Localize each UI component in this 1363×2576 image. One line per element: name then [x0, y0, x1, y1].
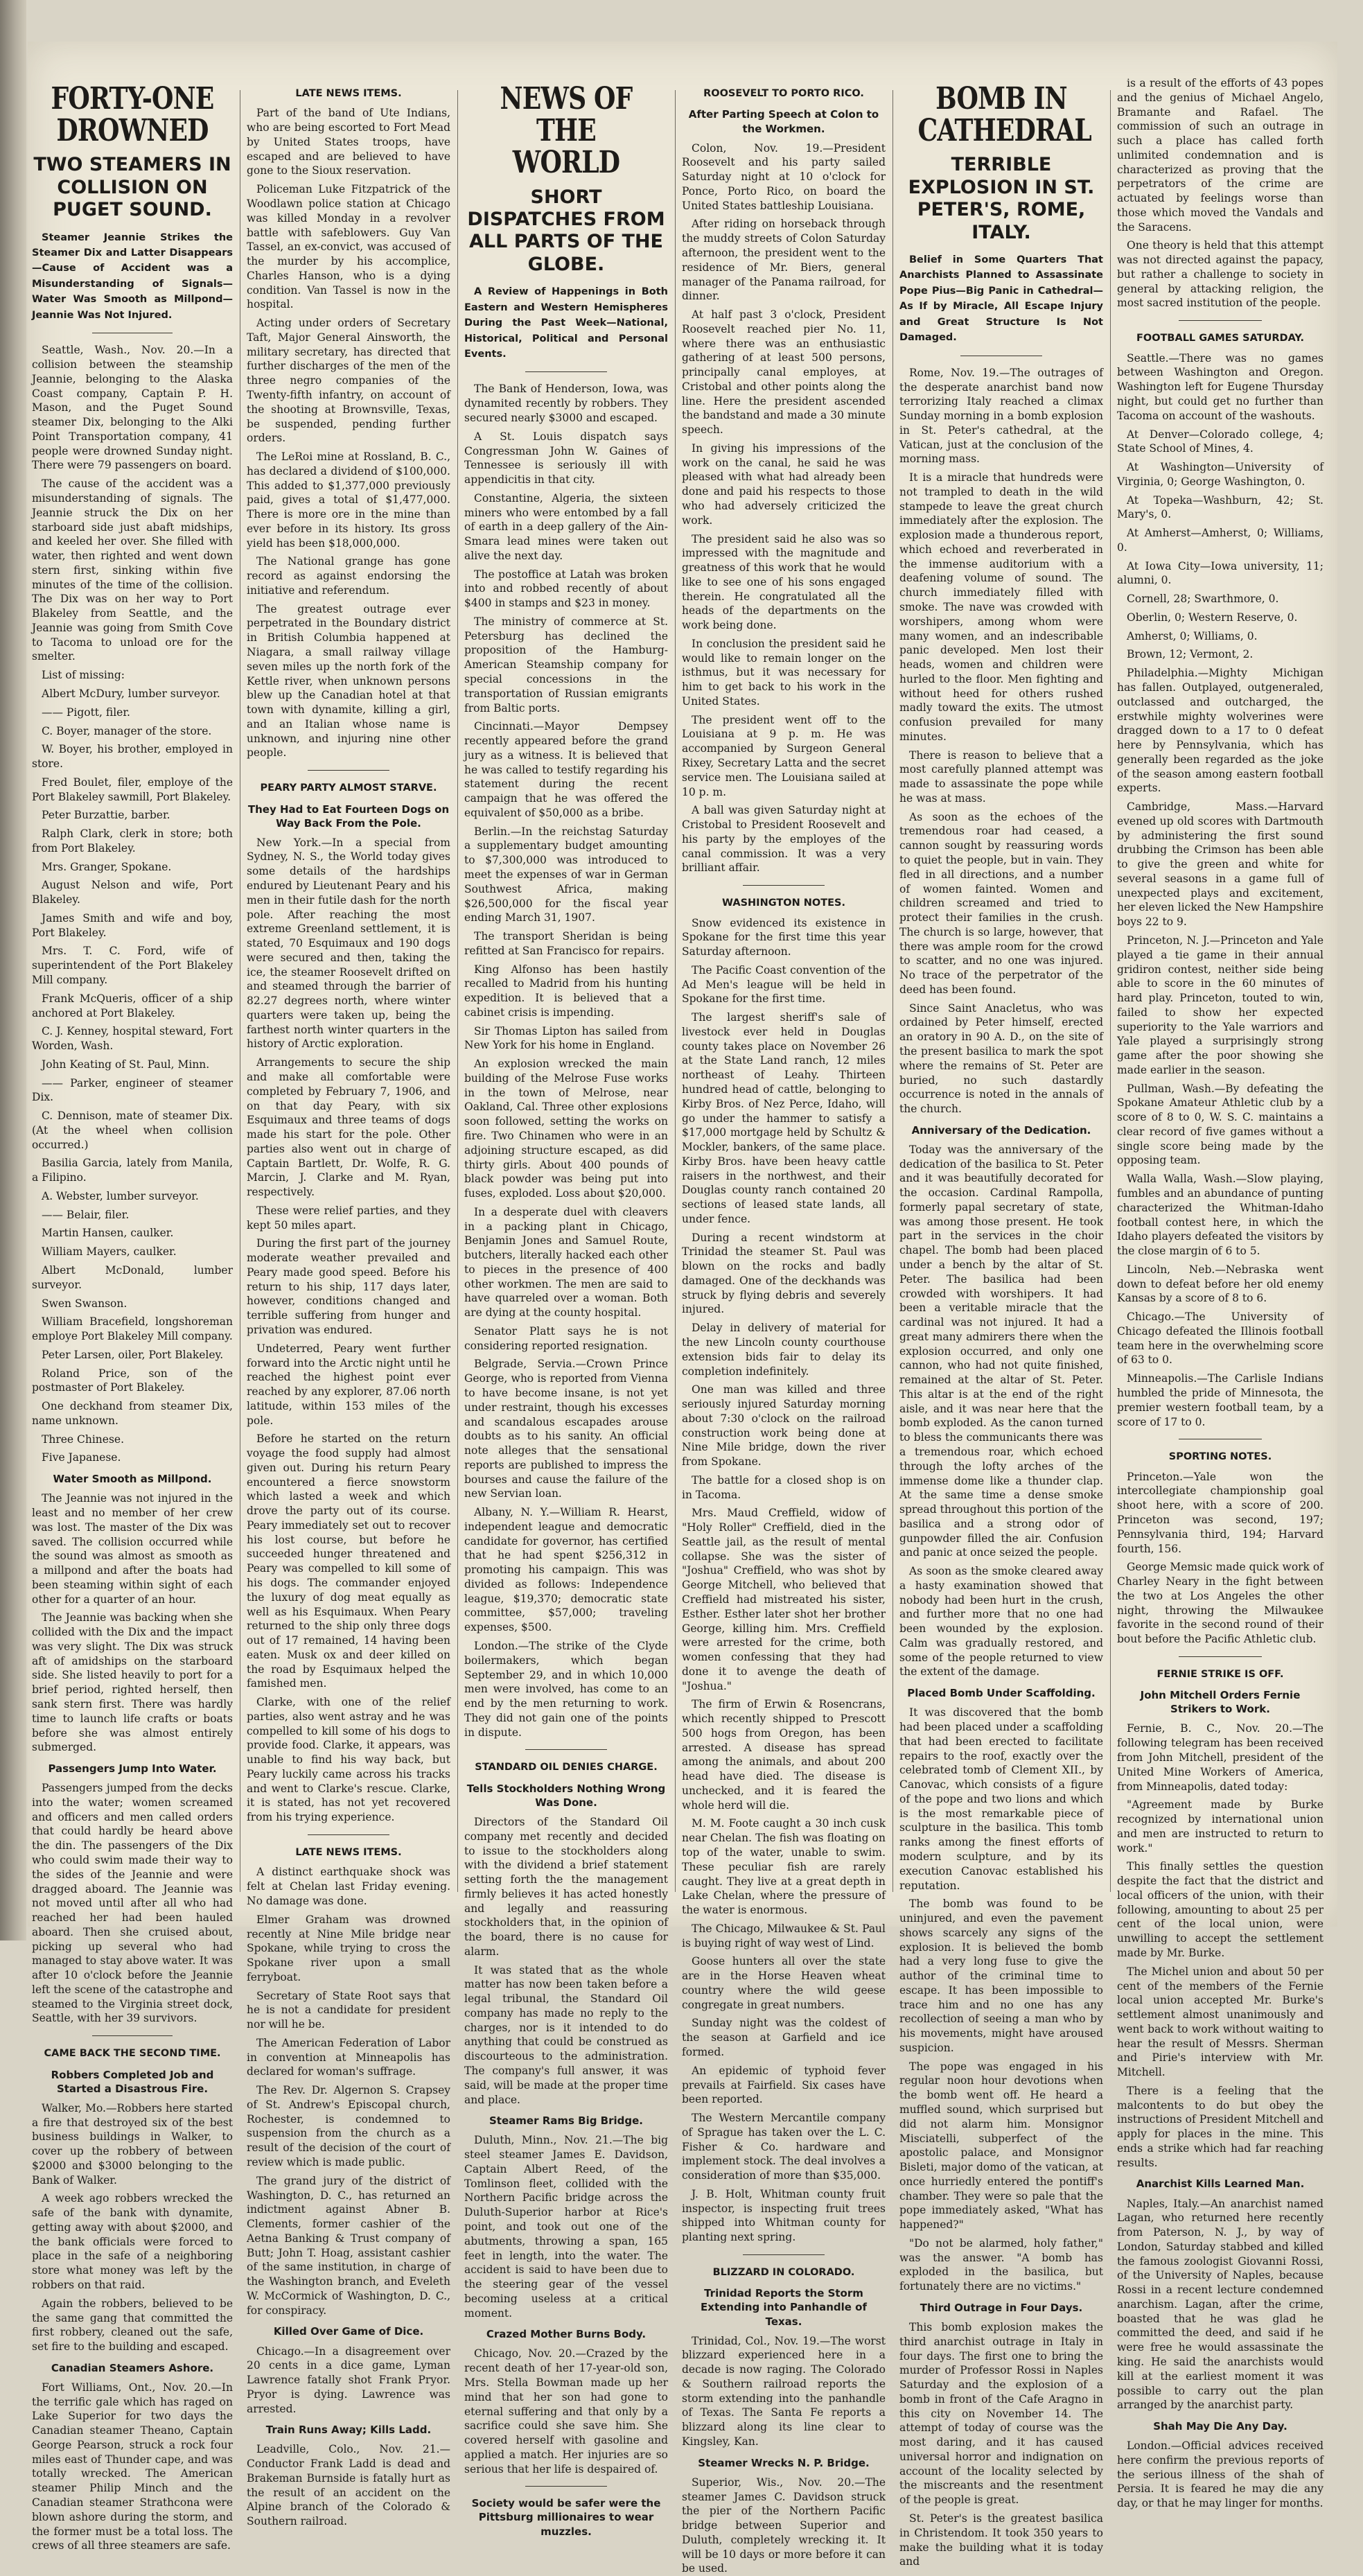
column-5: [899, 76, 1103, 2568]
paragraph: "Do not be alarmed, holy father," was the answer. "A bomb has exploded in the basilica, but fortunately there are no victims.": [899, 2236, 1103, 2293]
separator: [308, 1834, 389, 1835]
paragraph: The firm of Erwin & Rosencrans, which recently shipped to Prescott 500 hogs from Oregon, has been arrested. A disease has spread among the animals, and about 200 head have died. The disease is unchecked, and it is feared the whole herd will die.: [682, 1698, 886, 1812]
paragraph: This bomb explosion makes the third anarchist outrage in Italy in four days. The first one to bring the murder of Professor Rossi in Naples Saturday and the explosion of a bomb in front of the Cafe Aragno in this city on November 14. The attempt of today of course was the most daring, and it has caused universal horror and indignation on account of the locality selected by the miscreants and the resentment of the people is great.: [899, 2321, 1103, 2507]
paragraph: Martin Hansen, caulker.: [42, 1227, 174, 1240]
article-body: [464, 2347, 668, 2476]
article-body: [899, 366, 1103, 1116]
subhead: After Parting Speech at Colon to the Workmen.: [688, 108, 879, 135]
article-body: [682, 2334, 886, 2449]
paragraph: The president said he also was so impressed with the magnitude and greatness of this work that he would like to see one of his sons engaged therein. He congratulated all the heads of the departments on the work being done.: [682, 532, 886, 632]
subhead: Shah May Die Any Day.: [1153, 2420, 1287, 2433]
subhead: John Mitchell Orders Fernie Strikers to Work.: [1140, 1689, 1301, 1716]
article-body: [1117, 2197, 1324, 2412]
subhead: Placed Bomb Under Scaffolding.: [907, 1687, 1096, 1700]
paragraph: As soon as the smoke cleared away a hasty examination showed that nobody had been hurt in the crush, and further more that no one had been wounded by the explosion. Calm was gradually restored, and some of the people returned to view the extent of the damage.: [899, 1565, 1103, 1679]
paragraph: Ralph Clark, clerk in store; both from Port Blakeley.: [32, 827, 233, 855]
paragraph: Berlin.—In the reichstag Saturday a supplementary budget amounting to $7,300,000 was introduced to meet the expenses of war in German Southwest Africa, making $26,500,000 for the fiscal year ending March 31, 1907.: [464, 825, 668, 925]
paragraph: Chicago, Nov. 20.—Crazed by the recent death of her 17-year-old son, Mrs. Stella Bowman made up her mind that her son had gone to eternal suffering and that only by a sacrifice could she save him. She covered herself with gasoline and applied a match. Her injuries are so serious that her life is despaired of.: [464, 2347, 668, 2476]
paragraph: Chicago.—The University of Chicago defeated the Illinois football team here in the overwhelming score of 63 to 0.: [1117, 1311, 1324, 1367]
subhead: Trinidad Reports the Storm Extending into Panhandle of Texas.: [701, 2287, 867, 2328]
paragraph: Pullman, Wash.—By defeating the Spokane Amateur Athletic club by a score of 8 to 0, W. S. C. maintains a clear record of five games without a single score being made by the opposing team.: [1117, 1082, 1324, 1167]
paragraph: Peter Larsen, oiler, Port Blakeley.: [42, 1348, 224, 1361]
paragraph: Chicago.—In a disagreement over 20 cents in a dice game, Lyman Lawrence fatally shot Frank Pryor. Pryor is dying. Lawrence was arrested.: [247, 2345, 450, 2415]
article-body: [682, 2476, 886, 2576]
paragraph: New York.—In a special from Sydney, N. S., the World today gives some details of the hardships endured by Lieutenant Peary and his men in their futile dash for the north pole. After reaching the most extreme Greenland settlement, it is stated, 70 Esquimaux and 190 dogs were secured and then, taking the ice, the steamer Roosevelt drifted on and steamed through the barrier of 82.27 degrees north, where winter quarters were taken up, being the farthest north winter quarters in the history of Arctic exploration.: [247, 836, 450, 1051]
paragraph: John Keating of St. Paul, Minn.: [42, 1058, 210, 1071]
paragraph: "Agreement made by Burke recognized by international union and men are instructed to return to work.": [1117, 1798, 1324, 1855]
paragraph: It was discovered that the bomb had been placed under a scaffolding that had been erected to facilitate repairs to the roof, exactly over the celebrated tomb of Clement XII., by Canovac, which consists of a figure of the pope and two lions and which is the most remarkable piece of sculpture in the basilica. This tomb ranks among the finest efforts of modern sculpture, and by its execution Canovac established his reputation.: [899, 1706, 1103, 1892]
article-body: [464, 382, 668, 1740]
paragraph: St. Peter's is the greatest basilica in Christendom. It took 350 years to make the building what it is today and: [899, 2512, 1103, 2568]
paragraph: Duluth, Minn., Nov. 21.—The big steel steamer James E. Davidson, Captain Albert Reed, of the Tomlinson fleet, collided with the Northern Pacific bridge across the Duluth-Superior harbor at Rice's point, and took out one of the abutments, throwing a span, 165 feet in length, into the water. The accident is said to have been due to the steering gear of the vessel becoming useless at a critical moment.: [464, 2134, 668, 2320]
subhead: Crazed Mother Burns Body.: [486, 2328, 647, 2341]
paragraph: Cambridge, Mass.—Harvard evened up old scores with Dartmouth by administering the first sound drubbing the Crimson has been able to give the green and white for several seasons in a game full of unexpected plays and excitement, her eleven licked the New Hampshire boys 22 to 9.: [1117, 800, 1324, 929]
column-rule: [457, 90, 458, 1892]
paragraph: The pope was engaged in his regular noon hour devotions when the bomb went off. He heard a muffled sound, which surprised but did not alarm him. Monsignor Misciatelli, subperfect of the apostolic palace, and Monsignor Bisleti, major domo of the vatican, at once hurriedly entered the pontiff's chamber. They were so pale that the pope immediately asked, "What has happened?": [899, 2060, 1103, 2232]
article-body: [464, 1815, 668, 2107]
column-rule: [892, 90, 893, 1892]
paragraph: During a recent windstorm at Trinidad the steamer St. Paul was blown on the rocks and badly damaged. One of the deckhands was struck by flying debris and severely injured.: [682, 1231, 886, 1316]
paragraph: Naples, Italy.—An anarchist named Lagan, who returned here recently from Paterson, N. J., by way of London, Saturday stabbed and killed the famous zoologist Giovanni Rossi, of the University of Naples, because Rossi in a recent lecture condemned anarchism. Lagan, after the crime, boasted that he was glad he committed the deed, and said if he were free he would assassinate the king. He said the anarchists would kill at the earliest moment it was possible to carry out the plan arranged by the anarchist party.: [1117, 2197, 1324, 2412]
paragraph: One deckhand from steamer Dix, name unknown.: [32, 1400, 233, 1427]
paragraph: At Topeka—Washburn, 42; St. Mary's, 0.: [1117, 493, 1324, 521]
paragraph: Five Japanese.: [42, 1451, 121, 1464]
article-body: [32, 343, 233, 1465]
paragraph: August Nelson and wife, Port Blakeley.: [32, 879, 233, 906]
paragraph: Princeton.—Yale won the intercollegiate championship goal shoot here, with a score of 200. Princeton was second, 197; Pennsylvania third, 194; Harvard fourth, 156.: [1117, 1470, 1324, 1555]
paragraph: Mrs. Granger, Spokane.: [42, 860, 172, 873]
article-body: [247, 106, 450, 760]
paragraph: The Jeannie was not injured in the least and no member of her crew was lost. The master of the Dix was saved. The collision occurred while the sound was almost as smooth as a millpond and after the boats had been steaming within sight of each other for a quarter of an hour.: [32, 1492, 233, 1606]
paragraph: J. B. Holt, Whitman county fruit inspector, is inspecting fruit trees shipped into Whitman county for planting next spring.: [682, 2187, 886, 2244]
paragraph: Fernie, B. C., Nov. 20.—The following telegram has been received from John Mitchell, president of the United Mine Workers of America, from Minneapolis, dated today:: [1117, 1722, 1324, 1793]
paragraph: Peter Burzattie, barber.: [42, 809, 170, 822]
newspaper-page: [28, 42, 1337, 2575]
paragraph: At Washington—University of Virginia, 0; George Washington, 0.: [1117, 461, 1324, 488]
paragraph: Philadelphia.—Mighty Michigan has fallen. Outplayed, outgeneraled, outclassed and outcharged, the erstwhile mighty wolverines were dragged down to a 17 to 0 defeat here by Pennsylvania, which has generally been regarded as the joke of the season among eastern football experts.: [1117, 667, 1324, 795]
paragraph: Senator Platt says he is not considering reported resignation.: [464, 1324, 668, 1352]
paragraph: At Denver—Colorado college, 4; State School of Mines, 4.: [1117, 428, 1324, 455]
paragraph: During the first part of the journey moderate weather prevailed and Peary made good speed. Before his return to his ship, 117 days later, however, conditions changed and terrible suffering from hunger and privation was endured.: [247, 1237, 450, 1336]
headline-football: FOOTBALL GAMES SATURDAY.: [1136, 333, 1305, 344]
paragraph: As soon as the echoes of the tremendous roar had ceased, a cannon sought by reassuring words to quiet the people, but in vain. They fled in all directions, and a number of women fainted. Women and children screamed and tried to protect their families in the crush. The church is so large, however, that there was ample room for the crowd to scatter, and no one was injured. No trace of the perpetrator of the deed has been found.: [899, 810, 1103, 996]
paragraph: In a desperate duel with cleavers in a packing plant in Chicago, Benjamin Jones and Samuel Route, butchers, literally hacked each other to pieces in the presence of 400 other workmen. The men are said to have quarreled over a woman. Both are dying at the county hospital.: [464, 1205, 668, 1320]
paragraph: The American Federation of Labor in convention at Minneapolis has declared for woman's suffrage.: [247, 2036, 450, 2078]
article-body: [899, 2320, 1103, 2569]
paragraph: —— Pigott, filer.: [42, 706, 130, 719]
article-body: [32, 1781, 233, 2026]
paragraph: Today was the anniversary of the dedication of the basilica to St. Peter and it was beautifully decorated for the occasion. Cardinal Rampolla, formerly papal secretary of state, was among those present. He took part in the services in the choir chapel. The bomb had been placed under a bench by the altar of St. Peter. The basilica had been crowded with worshipers. It had been a veritable miracle that the cardinal was not injured. It had a great many admirers there when the explosion occurred, and only one cannon, who had not quite finished, remained at the altar of St. Peter. This altar is at the end of the right aisle, and it was near here that the bomb exploded. As the canon turned to bless the communicants there was a tremendous roar, which echoed through the lofty arches of the immense dome like a thunder clap. At the same time a dense smoke spread throughout this portion of the basilica and a strong odor of gunpowder filled the air. Confusion and panic at once seized the people.: [899, 1143, 1103, 1559]
paragraph: Sir Thomas Lipton has sailed from New York for his home in England.: [464, 1024, 668, 1052]
paragraph: Seattle, Wash., Nov. 20.—In a collision between the steamship Jeannie, belonging to the Alaska Coast company, Captain P. H. Mason, and the Puget Sound steamer Dix, belonging to the Alki Point Transportation company, 41 people were drowned Sunday night. There were 79 passengers on board.: [32, 344, 233, 472]
paragraph: Frank McQueris, officer of a ship anchored at Port Blakeley.: [32, 992, 233, 1019]
paragraph: Leadville, Colo., Nov. 21.—Conductor Frank Ladd is dead and Brakeman Burnside is fatally hurt as the result of an accident on the Alpine branch of the Colorado & Southern railroad.: [247, 2443, 450, 2528]
article-body: [247, 2442, 450, 2529]
paragraph: A. Webster, lumber surveyor.: [42, 1189, 199, 1202]
paragraph: List of missing:: [42, 669, 125, 682]
paragraph: Policeman Luke Fitzpatrick of the Woodlawn police station at Chicago was killed Monday in a revolver battle with safeblowers. Guy Van Tassel, an ex-convict, was accused of the murder by his accomplice, Charles Hanson, who is a dying condition. Van Tassel is now in the hospital.: [247, 183, 450, 311]
article-body: [899, 1143, 1103, 1679]
separator: [1179, 320, 1261, 321]
headline-washington-notes: WASHINGTON NOTES.: [722, 897, 845, 909]
headline-roosevelt: ROOSEVELT TO PORTO RICO.: [703, 88, 864, 99]
headline-bomb-in-cathedral: BOMB IN CATHEDRAL: [917, 81, 1091, 149]
paragraph: A St. Louis dispatch says Congressman John W. Gaines of Tennessee is seriously ill with appendicitis in that city.: [464, 430, 668, 487]
headline-forty-one-drowned: FORTY-ONE DROWNED: [51, 81, 214, 149]
paragraph: Albany, N. Y.—William R. Hearst, independent league and democratic candidate for governor, has certified that he had spent $256,312 in promoting his campaign. This was divided as follows: Independence league, $19,370; democratic state committee, $57,000; traveling expenses, $500.: [464, 1506, 668, 1634]
column-rule: [1110, 90, 1111, 1892]
paragraph: Seattle.—There was no games between Washington and Oregon. Washington left for Eugene Thursday night, but could get no further than Tacoma on account of the washouts.: [1117, 351, 1324, 422]
paragraph: Walla Walla, Wash.—Slow playing, fumbles and an abundance of punting characterized the Whitman-Idaho football contest here, in which the Idaho players defeated the visitors by the close margin of 6 to 5.: [1117, 1173, 1324, 1258]
paragraph: At Iowa City—Iowa university, 11; alumni, 0.: [1117, 559, 1324, 587]
paragraph: C. Dennison, mate of steamer Dix. (At the wheel when collision occurred.): [32, 1110, 233, 1151]
paragraph: Colon, Nov. 19.—President Roosevelt and his party sailed Saturday night at 10 o'clock for Ponce, Porto Rico, on board the United States battleship Louisiana.: [682, 141, 886, 212]
paragraph: In conclusion the president said he would like to remain longer on the isthmus, but it was necessary for him to get back to his work in the United States.: [682, 637, 886, 708]
paragraph: C. Boyer, manager of the store.: [42, 724, 212, 737]
paragraph: Secretary of State Root says that he is not a candidate for president nor will he be.: [247, 1989, 450, 2031]
paragraph: One theory is held that this attempt was not directed against the papacy, but rather a challenge to society in general by attacking religion, the most sacred institution of the people.: [1117, 239, 1324, 310]
headline-sporting-notes: SPORTING NOTES.: [1168, 1451, 1272, 1463]
paragraph: Cornell, 28; Swarthmore, 0.: [1127, 593, 1279, 606]
paragraph: —— Belair, filer.: [42, 1208, 130, 1221]
summary-collision: Steamer Jeannie Strikes the Steamer Dix and Latter Disappears—Cause of Accident was a Misunderstanding of Signals—Water Was Smooth as Millpond—Jeannie Was Not Injured.: [32, 231, 233, 321]
article-body: [32, 2101, 233, 2354]
paragraph: The battle for a closed shop is on in Tacoma.: [682, 1473, 886, 1501]
paragraph: London.—Official advices received here confirm the previous reports of the serious illness of the shah of Persia. It is feared he may die any day, or that he may linger for months.: [1117, 2439, 1324, 2510]
subhead: Tells Stockholders Nothing Wrong Was Done.: [466, 1782, 666, 1809]
paragraph: The grand jury of the district of Washington, D. C., has returned an indictment against Abner B. Clements, former cashier of the Aetna Banking & Trust company of Butt; John T. Hoag, assistant cashier of the same institution, in charge of the Washington branch, and Eveleth W. McCormick of Washington, D. C., for conspiracy.: [247, 2174, 450, 2317]
paragraph: There is a feeling that the malcontents to do but obey the instructions of President Mitchell and apply for places in the mine. This ends a strike which had far reaching results.: [1117, 2084, 1324, 2169]
paragraph: At Amherst—Amherst, 0; Williams, 0.: [1117, 527, 1324, 554]
deck-steamers-collision: TWO STEAMERS IN COLLISION ON PUGET SOUND.: [33, 154, 231, 221]
paragraph: An epidemic of typhoid fever prevails at Fairfield. Six cases have been reported.: [682, 2064, 886, 2106]
paragraph: William Mayers, caulker.: [42, 1245, 177, 1259]
separator: [1179, 1656, 1261, 1657]
paragraph: The transport Sheridan is being refitted at San Francisco for repairs.: [464, 930, 668, 957]
paragraph: A ball was given Saturday night at Cristobal to President Roosevelt and his party by the employes of the canal commission. It was a very brilliant affair.: [682, 804, 886, 875]
paragraph: The Pacific Coast convention of the Ad Men's league will be held in Spokane for the first time.: [682, 963, 886, 1006]
separator: [308, 770, 389, 771]
paragraph: Princeton, N. J.—Princeton and Yale played a tie game in their annual gridiron contest, neither side being able to score in the 60 minutes of hard play. Princeton, touted to win, failed to show her expected superiority to the Yale warriors and Yale played a surprisingly strong game after the poor showing she made earlier in the season.: [1117, 934, 1324, 1076]
article-body: [1117, 1470, 1324, 1647]
paragraph: Albert McDonald, lumber surveyor.: [32, 1264, 233, 1291]
paragraph: After riding on horseback through the muddy streets of Colon Saturday afternoon, the president went to the residence of Mr. Biers, general manager of the Panama railroad, for dinner.: [682, 218, 886, 303]
column-rule: [675, 90, 676, 1892]
paragraph: Part of the band of Ute Indians, who are being escorted to Fort Mead by United States troops, have escaped and are believed to have gone to the Sioux reservation.: [247, 107, 450, 177]
footer-note: Society would be safer were the Pittsburg millionaires to wear muzzles.: [471, 2497, 661, 2538]
paragraph: is a result of the efforts of 43 popes and the genius of Michael Angelo, Bramante and Rafael. The commission of such an outrage in such a place has called forth unlimited condemnation and is characterized as proving that the perpetrators of the crime are actuated by feelings worse than those which moved the Vandals and the Saracens.: [1117, 77, 1324, 234]
article-body: [32, 1491, 233, 1755]
paragraph: A distinct earthquake shock was felt at Chelan last Friday evening. No damage was done.: [247, 1866, 450, 1907]
paragraph: Directors of the Standard Oil company met recently and decided to issue to the stockholders along with the dividend a brief statement setting forth the the management firmly believes it has acted honestly and legally and reassuring stockholders that, in the opinion of the board, there is no cause for alarm.: [464, 1815, 668, 1958]
paragraph: Brown, 12; Vermont, 2.: [1127, 648, 1254, 661]
paragraph: Roland Price, son of the postmaster of Port Blakeley.: [32, 1367, 233, 1394]
article-body: [32, 2381, 233, 2553]
article-body: [1117, 351, 1324, 1430]
paragraph: It is a miracle that hundreds were not trampled to death in the wild stampede to leave the great church immediately after the explosion. The explosion made a thunderous report, which echoed and reverberated in the immense auditorium with a deafening volume of sound. The church immediately filled with smoke. The nave was crowded with worshipers, among whom were many women, and an indescribable panic developed. Men lost their heads, women and children were hurled to the floor. Men fighting and without heed for others rushed madly toward the exits. The utmost confusion prevailed for many minutes.: [899, 471, 1103, 743]
subhead: Third Outrage in Four Days.: [920, 2301, 1083, 2314]
paragraph: Oberlin, 0; Western Reserve, 0.: [1127, 611, 1298, 624]
subhead: Anniversary of the Dedication.: [911, 1123, 1091, 1137]
paragraph: The Jeannie was backing when she collided with the Dix and the impact was very slight. The Dix was struck aft of amidships on the starboard side. She listed heavily to port for a brief period, righted herself, then sank stern first. There was hardly time to launch life crafts or boats before she was almost entirely submerged.: [32, 1611, 233, 1754]
paragraph: At half past 3 o'clock, President Roosevelt reached pier No. 11, where there was an enthusiastic gathering of at least 500 persons, principally canal employes, at Cristobal and other points along the line. Here the president ascended the bandstand and made a 30 minute speech.: [682, 308, 886, 437]
paragraph: James Smith and wife and boy, Port Blakeley.: [32, 911, 233, 939]
paragraph: The Bank of Henderson, Iowa, was dynamited recently by robbers. They secured nearly $3000 and escaped.: [464, 383, 668, 424]
article-body: [899, 1706, 1103, 2294]
paragraph: There is reason to believe that a most carefully planned attempt was made to assassinate the pope while he was at mass.: [899, 748, 1103, 805]
subhead: Water Smooth as Millpond.: [53, 1473, 212, 1486]
subhead: Canadian Steamers Ashore.: [51, 2361, 214, 2374]
separator: [743, 885, 825, 886]
paragraph: Arrangements to secure the ship and make all comfortable were completed by February 7, 1906, and on that day Peary, with six Esquimaux and three teams of dogs made his start for the pole. Other parties also went out in charge of Captain Bartlett, Dr. Wolfe, R. G. Marcin, J. Clarke and M. Ryan, respectively.: [247, 1056, 450, 1199]
paragraph: Fred Boulet, filer, employe of the Port Blakeley sawmill, Port Blakeley.: [32, 776, 233, 803]
paragraph: Superior, Wis., Nov. 20.—The steamer James C. Davidson struck the pier of the Northern Pacific bridge between Superior and Duluth, completely wrecking it. It will be 10 days or more before it can be used.: [682, 2476, 886, 2575]
paragraph: Swen Swanson.: [42, 1297, 127, 1310]
paragraph: M. M. Foote caught a 30 inch cusk near Chelan. The fish was floating on top of the water, unable to swim. These peculiar fish are rarely caught. They live at a great depth in Lake Chelan, where the pressure of the water is enormous.: [682, 1817, 886, 1917]
paragraph: George Memsic made quick work of Charley Neary in the fight between the two at Los Angeles the other night, throwing the Milwaukee favorite in the second round of their bout before the Pacific Athletic club.: [1117, 1561, 1324, 1646]
paragraph: The Chicago, Milwaukee & St. Paul is buying right of way west of Lind.: [682, 1922, 886, 1949]
paragraph: The National grange has gone record as against endorsing the initiative and referendum.: [247, 555, 450, 597]
paragraph: Snow evidenced its existence in Spokane for the first time this year Saturday afternoon.: [682, 916, 886, 958]
paragraph: Before he started on the return voyage the food supply had almost given out. During his return Peary encountered a fierce snowstorm which lasted a week and which drove the party out of its course. Peary immediately set out to recover his lost course, but before he succeeded hunger threatened and Peary was compelled to kill some of his dogs. The commander enjoyed the luxury of dog meat equally as well as his Esquimaux. When Peary returned to the ship only three dogs out of 17 remained, 14 having been eaten. Musk ox and deer killed on the road by Esquimaux helped the famished men.: [247, 1432, 450, 1690]
subhead: Anarchist Kills Learned Man.: [1136, 2178, 1305, 2191]
separator: [92, 2035, 173, 2036]
paragraph: Since Saint Anacletus, who was ordained by Peter himself, erected an oratory in 90 A. D., on the site of the present basilica to mark the spot where the remains of St. Peter are buried, no such dastardly occurrence is noted in the annals of the church.: [899, 1001, 1103, 1116]
paragraph: Passengers jumped from the decks into the water; women screamed and officers and men called orders that could hardly be heard above the din. The passengers of the Dix who could swim made their way to the sides of the Jeannie and were dragged aboard. The Jeannie was not moved until after all who had reached her had been hauled aboard. Then she cruised about, picking up several who had managed to stay above water. It was after 10 o'clock before the Jeannie left the scene of the catastrophe and steamed to the Virginia street dock, Seattle, with her 39 survivors.: [32, 1782, 233, 2025]
headline-late-news-2: LATE NEWS ITEMS.: [295, 1847, 402, 1859]
headline-late-news: LATE NEWS ITEMS.: [295, 88, 402, 99]
paragraph: Albert McDury, lumber surveyor.: [42, 687, 220, 700]
paragraph: Constantine, Algeria, the sixteen miners who were entombed by a fall of earth in a deep gallery of the Ain-Smara lead mines were taken out alive the next day.: [464, 491, 668, 562]
paragraph: Mrs. T. C. Ford, wife of superintendent of the Port Blakeley Mill company.: [32, 945, 233, 986]
paragraph: Minneapolis.—The Carlisle Indians humbled the pride of Minnesota, the premier western football team, by a score of 17 to 0.: [1117, 1372, 1324, 1428]
paragraph: The largest sheriff's sale of livestock ever held in Douglas county takes place on November 26 at the State Land ranch, 12 miles northeast of Leahy. Thirteen hundred head of cattle, belonging to Kirby Bros. of Nez Perce, Idaho, will go under the hammer to satisfy a $17,000 mortgage held by Schultz & Mockler, bankers, of the same place. Kirby Bros. have been heavy cattle raisers in the northwest, and their Douglas county ranch contained 20 sections of leased state lands, all under fence.: [682, 1011, 886, 1225]
paragraph: One man was killed and three seriously injured Saturday morning about 7:30 o'clock on the railroad construction work being done at Nine Mile bridge, down the river from Spokane.: [682, 1383, 886, 1469]
paragraph: Mrs. Maud Creffield, widow of "Holy Roller" Creffield, died in the Seattle jail, as the result of mental collapse. She was the sister of "Joshua" Creffield, who was shot by George Mitchell, who believed that Creffield had mistreated his sister, Esther. Esther later shot her brother George, killing him. Mrs. Creffield were arrested for the crime, both women confessing that they had done it to avenge the death of "Joshua.": [682, 1507, 886, 1692]
article-body: [1117, 2439, 1324, 2511]
paragraph: —— Parker, engineer of steamer Dix.: [32, 1076, 233, 1104]
paragraph: London.—The strike of the Clyde boilermakers, which began September 29, and in which 10,000 men were involved, has come to an end by the men returning to work. They did not gain one of the points in dispute.: [464, 1640, 668, 1739]
paragraph: Again the robbers, believed to be the same gang that committed the first robbery, cleaned out the safe, set fire to the building and escaped.: [32, 2297, 233, 2354]
paragraph: This finally settles the question despite the fact that the district and local officers of the union, with their following, amounting to about 25 per cent of the local union, were unwilling to accept the settlement made by Mr. Burke.: [1117, 1860, 1324, 1959]
headline-fernie-strike: FERNIE STRIKE IS OFF.: [1157, 1668, 1284, 1680]
paragraph: King Alfonso has been hastily recalled to Madrid from his hunting expedition. It is believed that a cabinet crisis is impending.: [464, 963, 668, 1019]
paragraph: Delay in delivery of material for the new Lincoln county courthouse extension bids fair to delay its completion indefinitely.: [682, 1322, 886, 1378]
separator: [525, 371, 607, 372]
paragraph: The bomb was found to be uninjured, and even the pavement shows scarcely any signs of the explosion. It is believed the bomb had a very long fuse to give the author of the criminal time to escape. It has been impossible to trace him and no one has any recollection of seeing a man who by his movements, might have aroused suspicion.: [899, 1898, 1103, 2054]
paragraph: Cincinnati.—Mayor Dempsey recently appeared before the grand jury as a witness. It is believed that he was called to testify regarding his statement during the recent campaign that he was offered the equivalent of $50,000 as a bribe.: [464, 720, 668, 819]
paragraph: The ministry of commerce at St. Petersburg has declined the proposition of the Hamburg-American Steamship company for special concessions in the transportation of Russian emigrants from Baltic ports.: [464, 615, 668, 715]
deck-short-dispatches: SHORT DISPATCHES FROM ALL PARTS OF THE GLOBE.: [467, 186, 665, 275]
paragraph: Walker, Mo.—Robbers here started a fire that destroyed six of the best business buildings in Walker, to cover up the robbery of between $2000 and $3000 belonging to the Bank of Walker.: [32, 2101, 233, 2187]
deck-terrible-explosion: TERRIBLE EXPLOSION IN ST. PETER'S, ROME, ITALY.: [908, 154, 1095, 243]
paragraph: It was stated that as the whole matter has now been taken before a legal tribunal, the Standard Oil company has made no reply to the charges, nor is it intended to do anything that could be construed as discourteous to the administration. The company's full answer, it was said, will be made at the proper time and place.: [464, 1963, 668, 2106]
paragraph: Clarke, with one of the relief parties, also went astray and he was compelled to kill some of his dogs to provide food. Clarke, it appears, was unable to find his way back, but Peary luckily came across his tracks and went to Clarke's rescue. Clarke, it is stated, has not yet recovered from his trying experience.: [247, 1696, 450, 1824]
column-6: [1117, 76, 1324, 2510]
paragraph: The Western Mercantile company of Sprague has taken over the L. C. Fisher & Co. hardware and implement stock. The deal involves a consideration of more than $35,000.: [682, 2112, 886, 2182]
paragraph: Sunday night was the coldest of the season at Garfield and ice formed.: [682, 2017, 886, 2058]
paragraph: Rome, Nov. 19.—The outrages of the desperate anarchist band now terrorizing Italy reached a climax Sunday morning in a bomb explosion in St. Peter's cathedral, at the Vatican, just at the conclusion of the morning mass.: [899, 366, 1103, 466]
paragraph: Belgrade, Servia.—Crown Prince George, who is reported from Vienna to have become insane, is not yet under restraint, though his excesses and scandalous escapades arouse doubts as to his sanity. An official note alleges that the sensational reports are published to impress the bourses and cause the failure of the new Servian loan.: [464, 1358, 668, 1500]
paragraph: The postoffice at Latah was broken into and robbed recently of about $400 in stamps and $23 in money.: [464, 568, 668, 610]
subhead: Killed Over Game of Dice.: [273, 2325, 424, 2338]
headline-standard-oil: STANDARD OIL DENIES CHARGE.: [475, 1762, 658, 1773]
article-body: [1117, 76, 1324, 310]
subhead: Passengers Jump Into Water.: [48, 1762, 217, 1776]
paragraph: Elmer Graham was drowned recently at Nine Mile bridge near Spokane, while trying to cross the Spokane river upon a small ferryboat.: [247, 1913, 450, 1983]
headline-blizzard: BLIZZARD IN COLORADO.: [712, 2266, 855, 2278]
separator: [743, 2254, 825, 2255]
article-body: [1117, 1721, 1324, 2170]
paragraph: Amherst, 0; Williams, 0.: [1127, 629, 1258, 642]
headline-news-of-the-world: NEWS OF THE WORLD: [500, 81, 633, 181]
article-body: [247, 1865, 450, 2317]
article-body: [464, 2133, 668, 2320]
article-body: [247, 836, 450, 1825]
column-2: [247, 76, 450, 2528]
paragraph: The Michel union and about 50 per cent of the members of the Fernie local union accepted Mr. Burke's settlement almost unanimously and went back to work without waiting to hear the result of Messrs. Sherman and Pirie's interview with Mr. Mitchell.: [1117, 1965, 1324, 2079]
paragraph: A week ago robbers wrecked the safe of the bank with dynamite, getting away with about $2000, and the bank officials were forced to place in the safe of a neighboring store what money was left by the robbers on that raid.: [32, 2192, 233, 2291]
paragraph: Acting under orders of Secretary Taft, Major General Ainsworth, the military secretary, has directed that further discharges of the men of the three negro companies of the Twenty-fifth infantry, on account of the shooting at Brownsville, Texas, be suspended, pending further orders.: [247, 317, 450, 445]
paragraph: William Bracefield, longshoreman employe Port Blakeley Mill company.: [32, 1315, 233, 1343]
article-body: [247, 2345, 450, 2417]
paragraph: Basilia Garcia, lately from Manila, a Filipino.: [32, 1157, 233, 1184]
paragraph: The president went off to the Louisiana at 9 p. m. He was accompanied by Surgeon General Rixey, Secretary Latta and the secret service men. The Louisiana sailed at 10 p. m.: [682, 713, 886, 798]
summary-bomb: Belief in Some Quarters That Anarchists Planned to Assassinate Pope Pius—Big Panic in Cathedral—As If by Miracle, All Escape Injury and Great Structure Is Not Damaged.: [899, 254, 1103, 344]
summary-review: A Review of Happenings in Both Eastern and Western Hemispheres During the Past Week—National, Historical, Political and Personal Events.: [464, 286, 668, 360]
subhead: Train Runs Away; Kills Ladd.: [265, 2424, 432, 2437]
paragraph: These were relief parties, and they kept 50 miles apart.: [247, 1204, 450, 1232]
paragraph: Three Chinese.: [42, 1432, 125, 1446]
page-binding: [0, 0, 26, 1940]
column-1: [32, 76, 233, 2552]
paragraph: The greatest outrage ever perpetrated in the Boundary district in British Columbia happened at Niagara, a small railway village seven miles up the north fork of the Kettle river, when unknown persons blew up the Canadian hotel at that town with dynamite, killing a girl, and an Italian whose name is unknown, and injuring nine other people.: [247, 602, 450, 760]
headline-came-back: CAME BACK THE SECOND TIME.: [44, 2048, 221, 2060]
paragraph: C. J. Kenney, hospital steward, Fort Worden, Wash.: [32, 1025, 233, 1053]
separator: [525, 2486, 607, 2487]
paragraph: An explosion wrecked the main building of the Melrose Fuse works in the town of Melrose, near Oakland, Cal. Three other explosions soon followed, setting the works on fire. Two Chinamen who were in an adjoining structure escaped, as did thirty girls. About 400 pounds of black powder was being put into fuses, exploded. Loss about $20,000.: [464, 1058, 668, 1200]
paragraph: Undeterred, Peary went further forward into the Arctic night until he reached the highest point ever reached by any explorer, 87.06 north latitude, within 153 miles of the pole.: [247, 1342, 450, 1427]
paragraph: The cause of the accident was a misunderstanding of signals. The Jeannie struck the Dix on her starboard side just abaft midships, and keeled her over. She filled with water, then righted and went down stern first, sinking within five minutes of the time of the collision. The Dix was on her way to Port Blakeley from Seattle, and the Jeannie was going from Smith Cove to Tacoma to unload ore for the smelter.: [32, 477, 233, 663]
paragraph: The LeRoi mine at Rossland, B. C., has declared a dividend of $100,000. This added to $1,377,000 previously paid, gives a total of $1,477,000. There is more ore in the mine than ever before in its history. Its gross yield has been $18,000,000.: [247, 450, 450, 550]
article-body: [682, 141, 886, 876]
column-4: [682, 76, 886, 2575]
subhead: Robbers Completed Job and Started a Disastrous Fire.: [51, 2068, 214, 2095]
column-3: [464, 76, 668, 2538]
paragraph: Trinidad, Col., Nov. 19.—The worst blizzard experienced here in a decade is now raging. The Colorado & Southern railroad reports the storm extending into the panhandle of Texas. The Santa Fe reports a blizzard along its line clear to Kingsley, Kan.: [682, 2334, 886, 2448]
paragraph: Goose hunters all over the state are in the Horse Heaven wheat country where the wild geese congregate in great numbers.: [682, 1955, 886, 2011]
separator: [525, 1749, 607, 1750]
headline-peary: PEARY PARTY ALMOST STARVE.: [260, 782, 437, 794]
subhead: Steamer Wrecks N. P. Bridge.: [698, 2456, 870, 2469]
subhead: Steamer Rams Big Bridge.: [489, 2114, 643, 2128]
subhead: They Had to Eat Fourteen Dogs on Way Back From the Pole.: [247, 803, 450, 830]
paragraph: Lincoln, Neb.—Nebraska went down to defeat before her old enemy Kansas by a score of 8 to 6.: [1117, 1263, 1324, 1305]
paragraph: In giving his impressions of the work on the canal, he said he was pleased with what had already been done and paid his respects to those who had adversely criticized the work.: [682, 441, 886, 527]
paragraph: W. Boyer, his brother, employed in store.: [32, 743, 233, 771]
paragraph: Fort Williams, Ont., Nov. 20.—In the terrific gale which has raged on Lake Superior for two days the Canadian steamer Theano, Captain George Pearson, struck a rock four miles east of Thunder cape, and was totally wrecked. The American steamer Philip Minch and the Canadian steamer Strathcona were blown ashore during the storm, and the former must be a total loss. The crews of all three steamers are safe.: [32, 2381, 233, 2552]
article-body: [682, 916, 886, 2245]
paragraph: The Rev. Dr. Algernon S. Crapsey of St. Andrew's Episcopal church, Rochester, is condemned to suspension from the church as a result of the decision of the court of review which is made public.: [247, 2084, 450, 2168]
